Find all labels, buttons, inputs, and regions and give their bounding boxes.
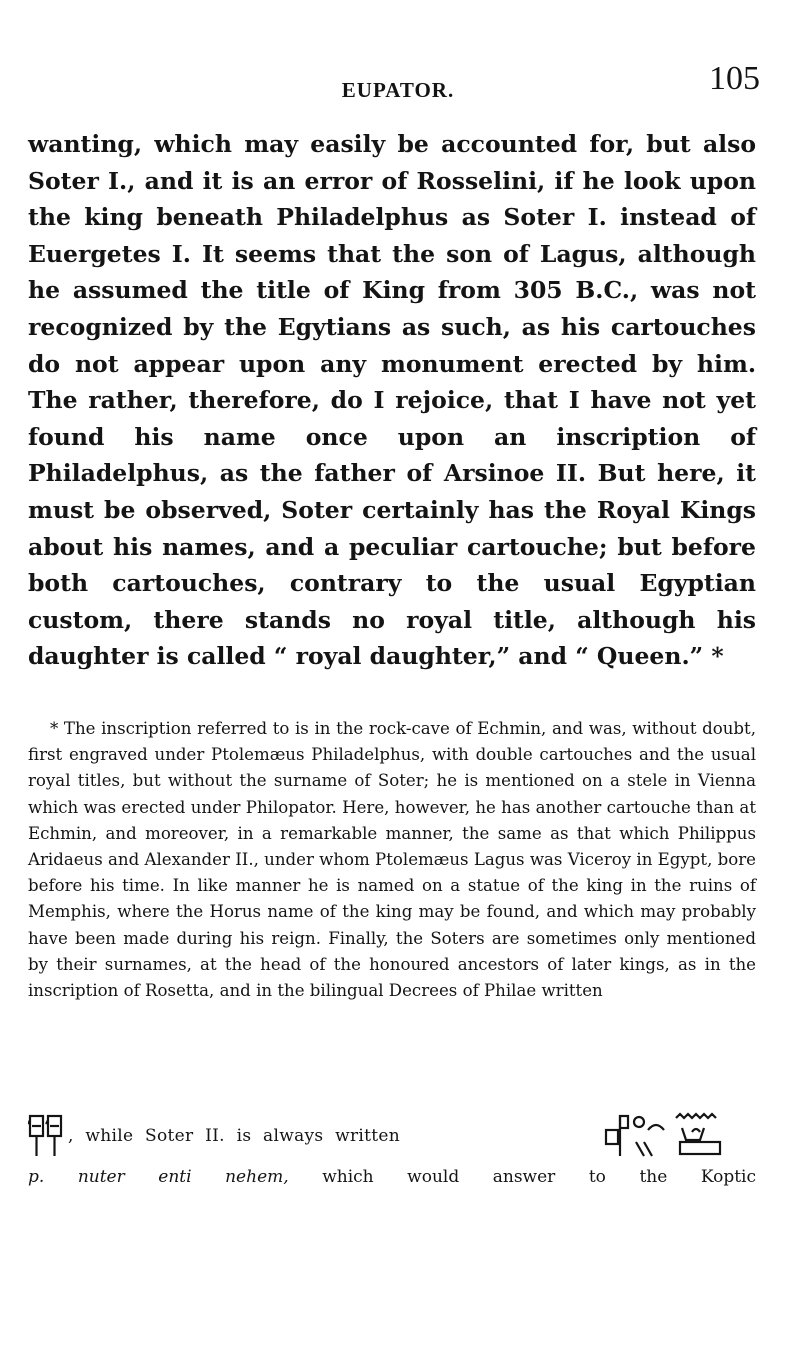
footnote-last-line — [28, 1164, 756, 1190]
transliteration: p. nuter enti nehem, — [28, 1167, 289, 1187]
footnote: * The inscription referred to is in the rock-cave of Echmin, and was, without doubt, first engraved under Ptolemæus Philadelphus, with double cartouches and the usual royal titles, but without the surname of Soter; he is mentioned on a stele in Vienna which was erected under Philopator. Here, however, he has another cartouche than at Echmin, and moreover, in a remarkable manner, the same as that which Philippus Aridaeus and Alexander II., under whom Ptolemæus Lagus was Viceroy in Egypt, bore before his time. In like manner he is named on a statue of the king in the ruins of Memphis, where the Horus name of the king may be found, and which may probably have been made during his reign. Finally, the Soters are sometimes only mentioned by their surnames, at the head of the honoured ancestors of later kings, as in the inscription of Rosetta, and in the bilingual Decrees of Philae written — [28, 719, 756, 1001]
hieroglyph-pair-icon — [28, 1114, 64, 1158]
hieroglyph-line-text: , while Soter II. is always written — [68, 1126, 401, 1146]
footnote-last-line-text: which would answer to the Koptic — [288, 1167, 756, 1187]
body-paragraph: wanting, which may easily be accounted for, but also Soter I., and it is an error of Rosselini, if he look upon the king beneath Philadelphus as Soter I. instead of Euergetes I. It seems that the son of Lagus, although he assumed the title of King from 305 B.C., was not recognized by the Egytians as such, as his cartouches do not appear upon any monument erected by him. The rather, therefore, do I rejoice, that I have not yet found his name once upon an inscription of Philadelphus, as the father of Arsinoe II. But here, it must be observed, Soter certainly has the Royal Kings about his names, and a peculiar cartouche; but before both cartouches, contrary to the usual Egyptian custom, there stands no royal title, although his daughter is called “ royal daughter,” and “ Queen.” * — [28, 130, 756, 671]
hieroglyph-group-icon — [604, 1112, 754, 1158]
running-title: EUPATOR. — [341, 78, 455, 102]
page-number: 105 — [709, 60, 760, 97]
running-head — [28, 60, 768, 108]
hieroglyph-line — [28, 1112, 756, 1160]
